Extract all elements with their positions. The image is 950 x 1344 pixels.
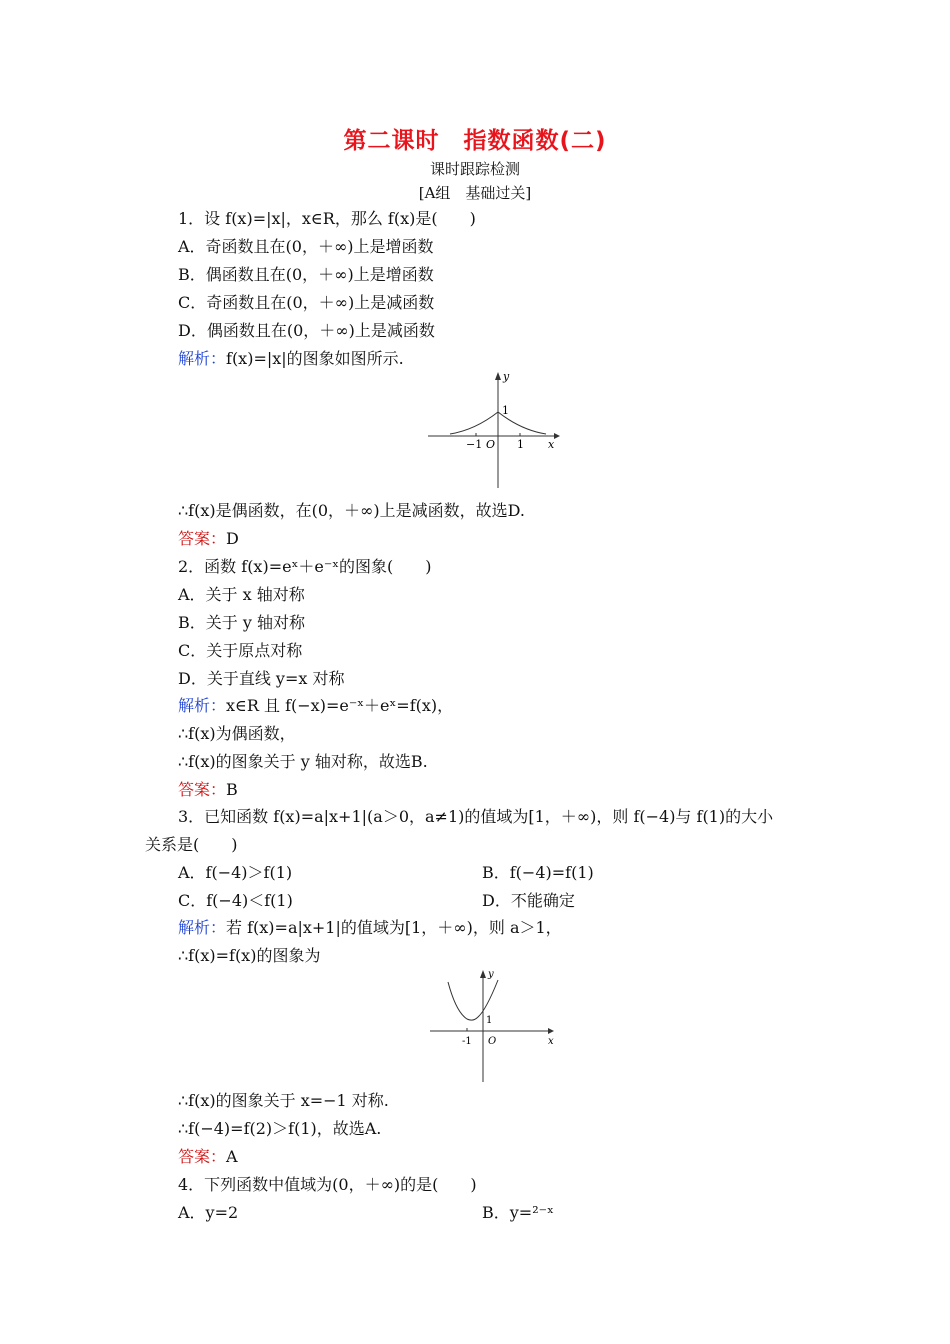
q3-label-origin: O [488,1036,497,1047]
q3-analysis [178,915,562,938]
q1-option-a: A．奇函数且在(0，＋∞)上是增函数 [178,237,434,256]
q3-step-3: ∴f(−4)=f(2)＞f(1)，故选A. [178,1119,382,1138]
q2-analysis-label: 解析： [178,696,227,715]
q3-analysis-label: 解析： [178,918,227,937]
q3-graph [420,966,560,1086]
q1-label-one-y: 1 [502,404,509,417]
q2-analysis-text: x∈R 且 f(−x)=e⁻ˣ＋eˣ=f(x)， [226,696,454,715]
group-heading: [A组 基础过关] [418,184,532,202]
q1-label-neg-one: −1 [466,438,483,451]
q3-option-c: C．f(−4)＜f(1) [178,891,293,910]
q2-option-b: B．关于 y 轴对称 [178,613,305,632]
q1-label-origin: O [486,438,496,451]
q3-answer-value: A [226,1147,238,1166]
q3-answer [178,1144,238,1167]
q3-label-neg-one: -1 [462,1036,472,1047]
q1-y-arrow-icon [495,372,501,380]
q2-option-d: D．关于直线 y=x 对称 [178,669,345,688]
q3-option-b: B．f(−4)=f(1) [482,863,594,882]
q3-stem-line-2: 关系是( ) [145,835,238,854]
q1-option-c: C．奇函数且在(0，＋∞)上是减函数 [178,293,435,312]
q1-analysis-label: 解析： [178,349,227,368]
q1-option-b: B．偶函数且在(0，＋∞)上是增函数 [178,265,434,284]
q2-step-1: ∴f(x)为偶函数， [178,724,296,743]
q1-analysis [178,346,404,369]
q4-option-a: A．y=2 [178,1203,239,1222]
q1-curve-left [450,412,498,434]
q1-graph [420,368,560,492]
q3-step-2: ∴f(x)的图象关于 x=−1 对称. [178,1091,389,1110]
q4-option-b: B．y=²⁻ˣ [482,1203,554,1222]
q2-option-a: A．关于 x 轴对称 [178,585,305,604]
q2-stem: 2．函数 f(x)=eˣ＋e⁻ˣ的图象( ) [178,557,432,576]
page-subtitle: 课时跟踪检测 [429,160,520,178]
q3-analysis-text: 若 f(x)=a|x+1|的值域为[1，＋∞)，则 a＞1， [226,918,562,937]
q3-x-arrow-icon [548,1028,554,1034]
q3-x-label: x [548,1036,554,1047]
q1-conclusion: ∴f(x)是偶函数，在(0，＋∞)上是减函数，故选D. [178,501,525,520]
q3-step-1: ∴f(x)=f(x)的图象为 [178,946,321,965]
q3-stem-line-1: 3．已知函数 f(x)=a|x+1|(a＞0，a≠1)的值域为[1，＋∞)，则 f(−4)与 f(1)的大小 [178,807,774,826]
q3-option-a: A．f(−4)＞f(1) [178,863,293,882]
q1-analysis-text: f(x)=|x|的图象如图所示. [226,349,404,368]
q1-answer-value: D [226,529,239,548]
q2-analysis [178,693,453,716]
q1-option-d: D．偶函数且在(0，＋∞)上是减函数 [178,321,435,340]
q2-answer [178,777,238,800]
q3-y-arrow-icon [480,970,486,978]
q4-stem: 4．下列函数中值域为(0，＋∞)的是( ) [178,1175,477,1194]
q2-step-2: ∴f(x)的图象关于 y 轴对称，故选B. [178,752,428,771]
q1-label-one-x: 1 [517,438,524,451]
q1-answer [178,526,239,549]
q1-y-label: y [503,370,510,383]
q3-label-one-y: 1 [486,1015,493,1026]
q1-stem: 1．设 f(x)=|x|，x∈R，那么 f(x)是( ) [178,209,476,228]
q3-answer-label: 答案： [178,1147,227,1166]
q3-option-d: D．不能确定 [482,891,575,910]
page-title: 第二课时 指数函数(二) [343,128,607,154]
q2-answer-label: 答案： [178,780,227,799]
q2-answer-value: B [226,780,238,799]
q2-option-c: C．关于原点对称 [178,641,303,660]
q1-answer-label: 答案： [178,529,227,548]
q1-x-label: x [548,438,555,451]
q3-y-label: y [488,969,494,980]
q1-x-arrow-icon [554,433,560,439]
